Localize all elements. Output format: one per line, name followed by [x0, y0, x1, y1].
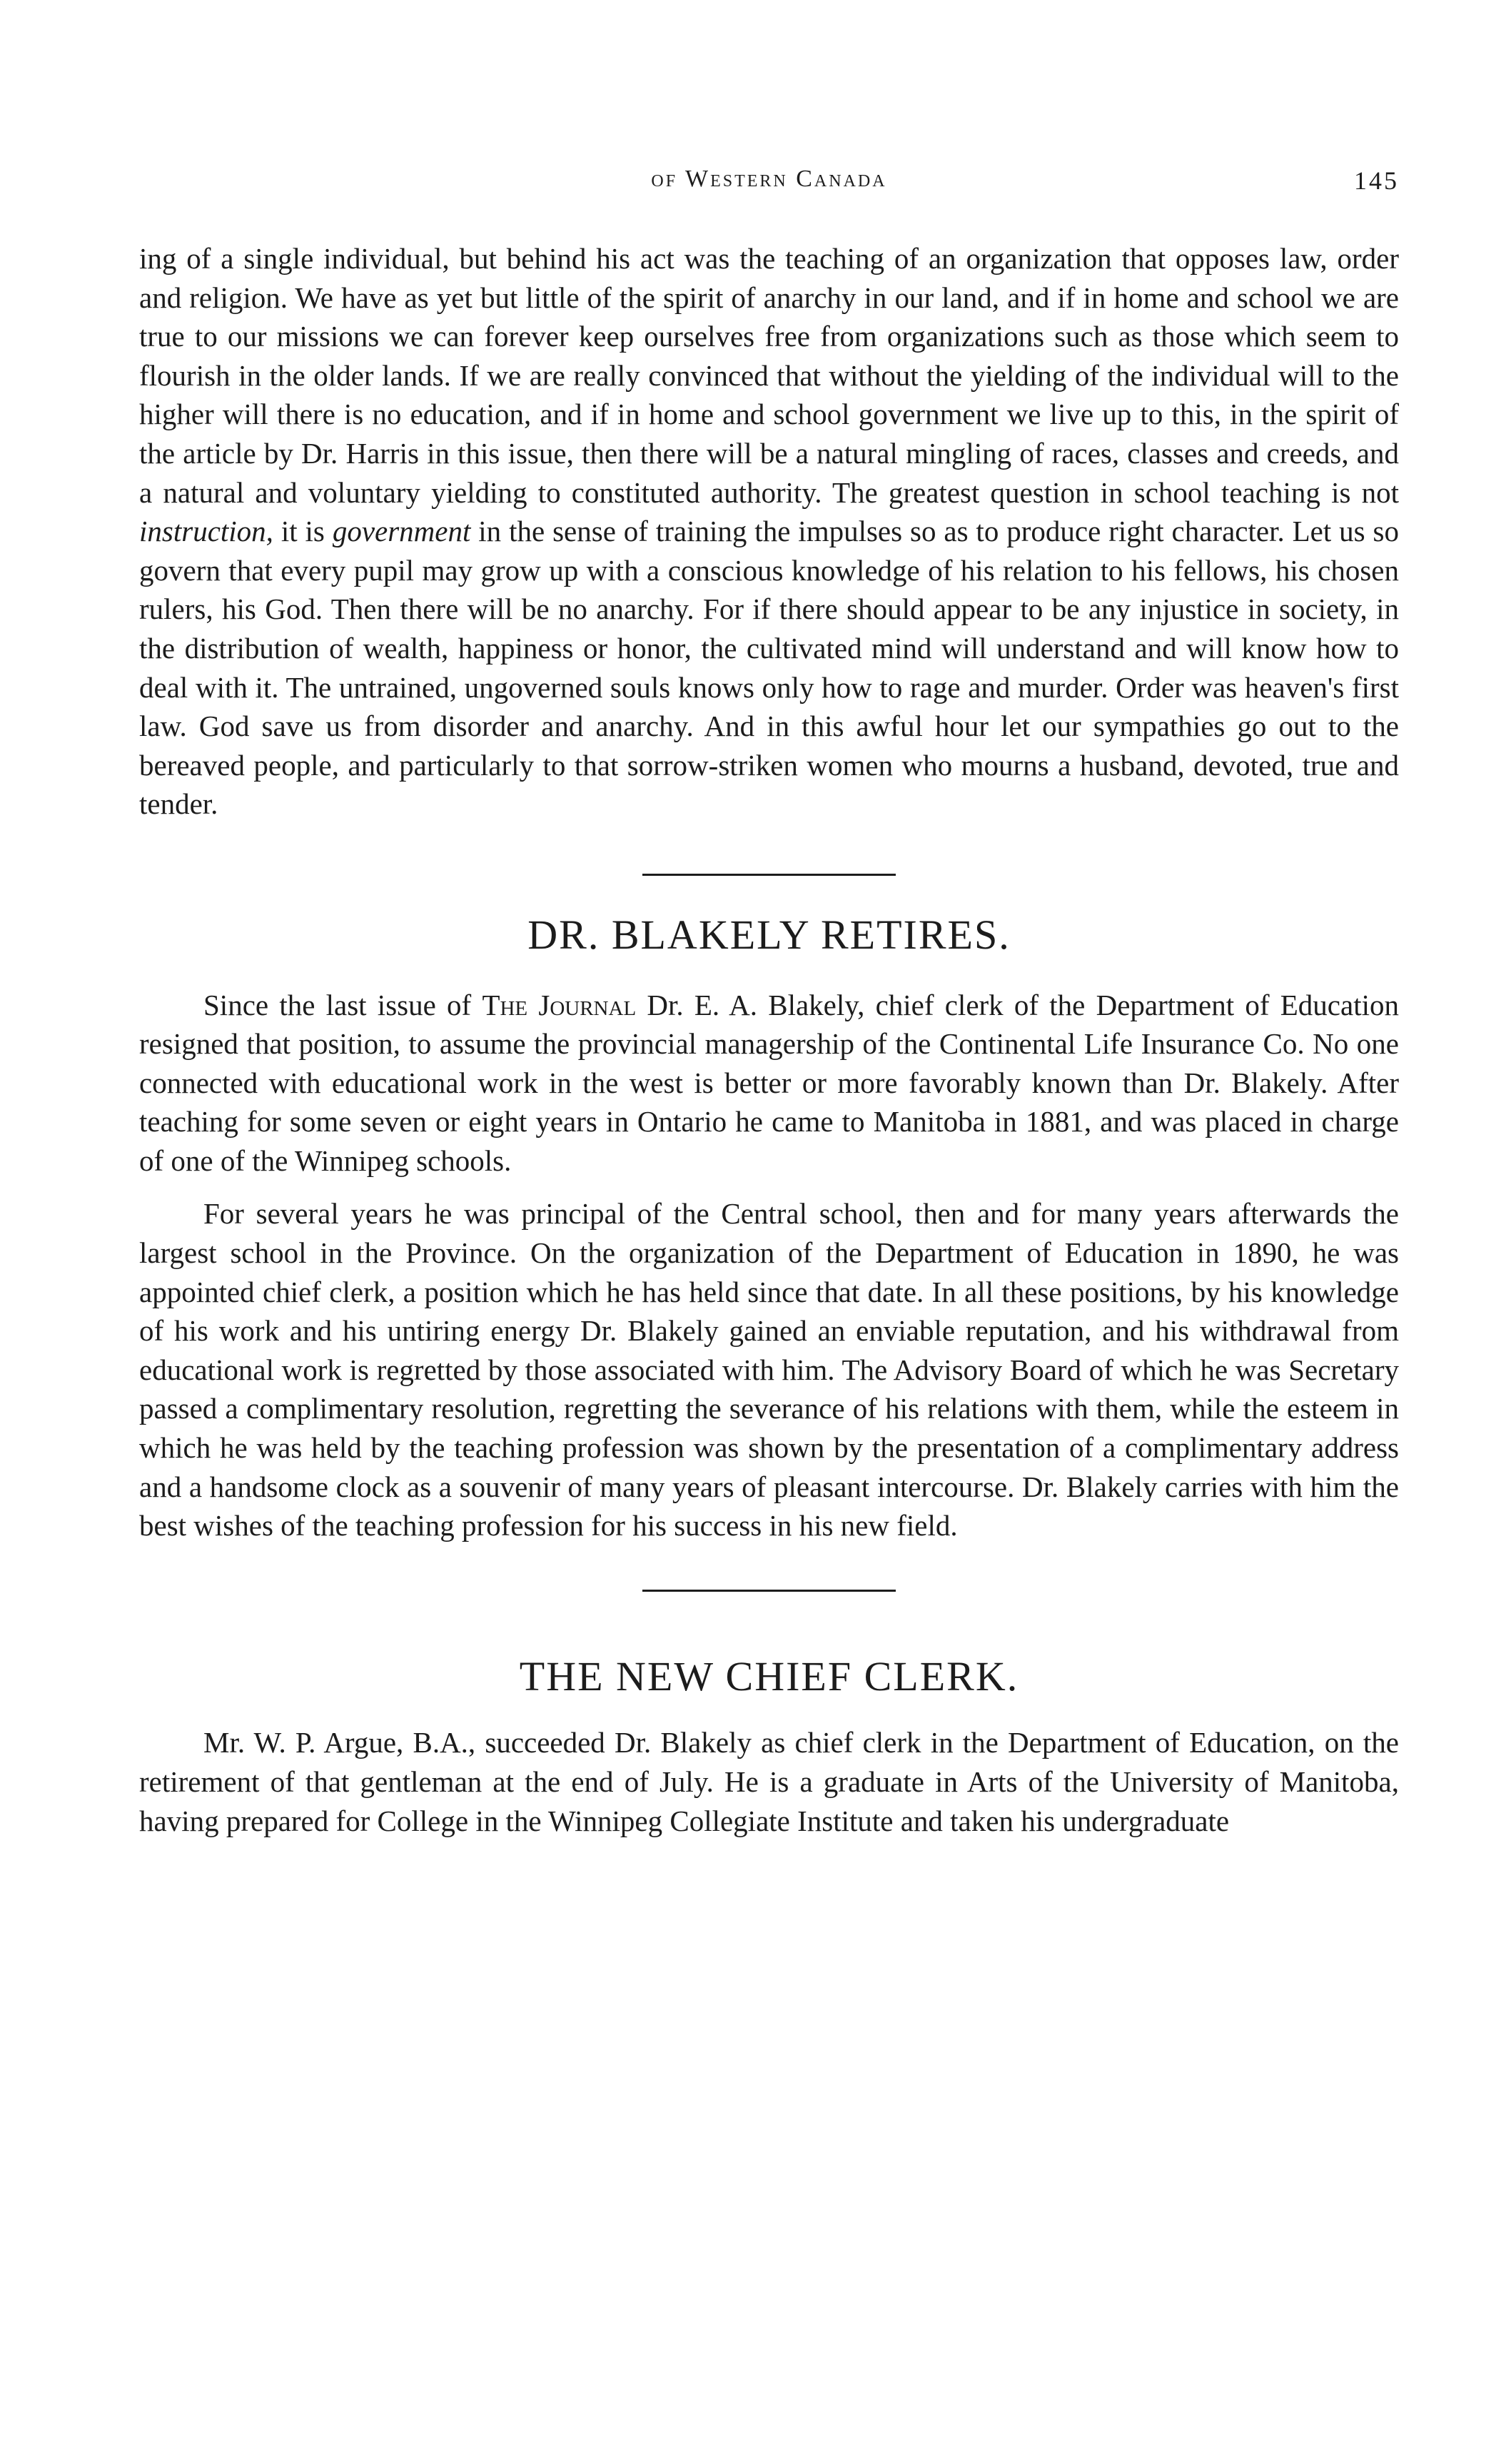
section-divider — [642, 1590, 896, 1592]
journal-name: The Journal — [482, 988, 637, 1021]
running-title: of Western Canada — [651, 166, 887, 192]
section-divider — [642, 874, 896, 876]
page-number: 145 — [1354, 166, 1399, 195]
paragraph-text: in the sense of training the impulses so as to produce right character. Let us so govern that every pupil may grow up with a conscious knowledge of his relation to his fellows, his chosen rulers, his God. Then there will be no anarchy. For if there should appear to be any injustice in society, in the distribution of wealth, happiness or honor, the cultivated mind will understand and will know how to deal with it. The untrained, ungoverned souls knows only how to rage and murder. Order was heaven's first law. God save us from disorder and anarchy. And in this awful hour let our sympathies go out to the bereaved people, and particularly to that sorrow-striken women who mourns a husband, devoted, true and tender. — [139, 515, 1399, 821]
paragraph-text: Dr. E. A. Blakely, chief clerk of the Department of Education resigned that position, to assume the provincial managership of the Continental Life Insurance Co. No one connected with educational work in the west is better or more favorably known than Dr. Blakely. After teaching for some seven or eight years in Ontario he came to Manitoba in 1881, and was placed in charge of one of the Winnipeg schools. — [139, 988, 1399, 1177]
chief-clerk-paragraph-1: Mr. W. P. Argue, B.A., succeeded Dr. Blakely as chief clerk in the Department of Education, on the retirement of that gentleman at the end of July. He is a graduate in Arts of the University of Manitoba, having prepared for College in the Winnipeg Collegiate Institute and taken his undergraduate — [139, 1726, 1399, 1837]
continued-paragraph — [139, 239, 1399, 824]
paragraph-text: Since the last issue of — [203, 988, 482, 1021]
article-body — [139, 239, 1399, 1840]
blakely-paragraph-1 — [139, 986, 1399, 1181]
paragraph-text: it is — [273, 515, 333, 548]
blakely-paragraph-2: For several years he was principal of the Central school, then and for many years afterwards the largest school in the Province. On the organization of the Department of Education in 1890, he was appointed chief clerk, a position which he has held since that date. In all these positions, by his knowledge of his work and his untiring energy Dr. Blakely gained an enviable reputation, and his withdrawal from educational work is regretted by those associated with him. The Advisory Board of which he was Secretary passed a complimentary resolution, regretting the severance of his relations with them, while the esteem in which he was held by the teaching profession was shown by the presentation of a complimentary address and a handsome clock as a souvenir of many years of pleasant intercourse. Dr. Blakely carries with him the best wishes of the teaching profession for his success in his new field. — [139, 1197, 1399, 1542]
emphasis-government: government — [332, 515, 471, 548]
section-blakely — [139, 986, 1399, 1545]
section-heading-chief-clerk: THE NEW CHIEF CLERK. — [519, 1652, 1019, 1700]
section-heading-blakely: DR. BLAKELY RETIRES. — [527, 911, 1011, 958]
running-head — [139, 150, 1399, 193]
emphasis-instruction: instruction, — [139, 515, 273, 548]
document-page — [139, 150, 1399, 1840]
paragraph-text: ing of a single individual, but behind his act was the teaching of an organization that opposes law, order and religion. We have as yet but little of the spirit of anarchy in our land, and if in home and school we are true to our missions we can forever keep ourselves free from organizations such as those which seem to flourish in the older lands. If we are really convinced that without the yielding of the individual will to the higher will there is no education, and if in home and school government we live up to this, in the spirit of the article by Dr. Harris in this issue, then there will be a natural mingling of races, classes and creeds, and a natural and voluntary yielding to constituted authority. The greatest question in school teaching is not — [139, 242, 1399, 509]
section-chief-clerk — [139, 1723, 1399, 1840]
